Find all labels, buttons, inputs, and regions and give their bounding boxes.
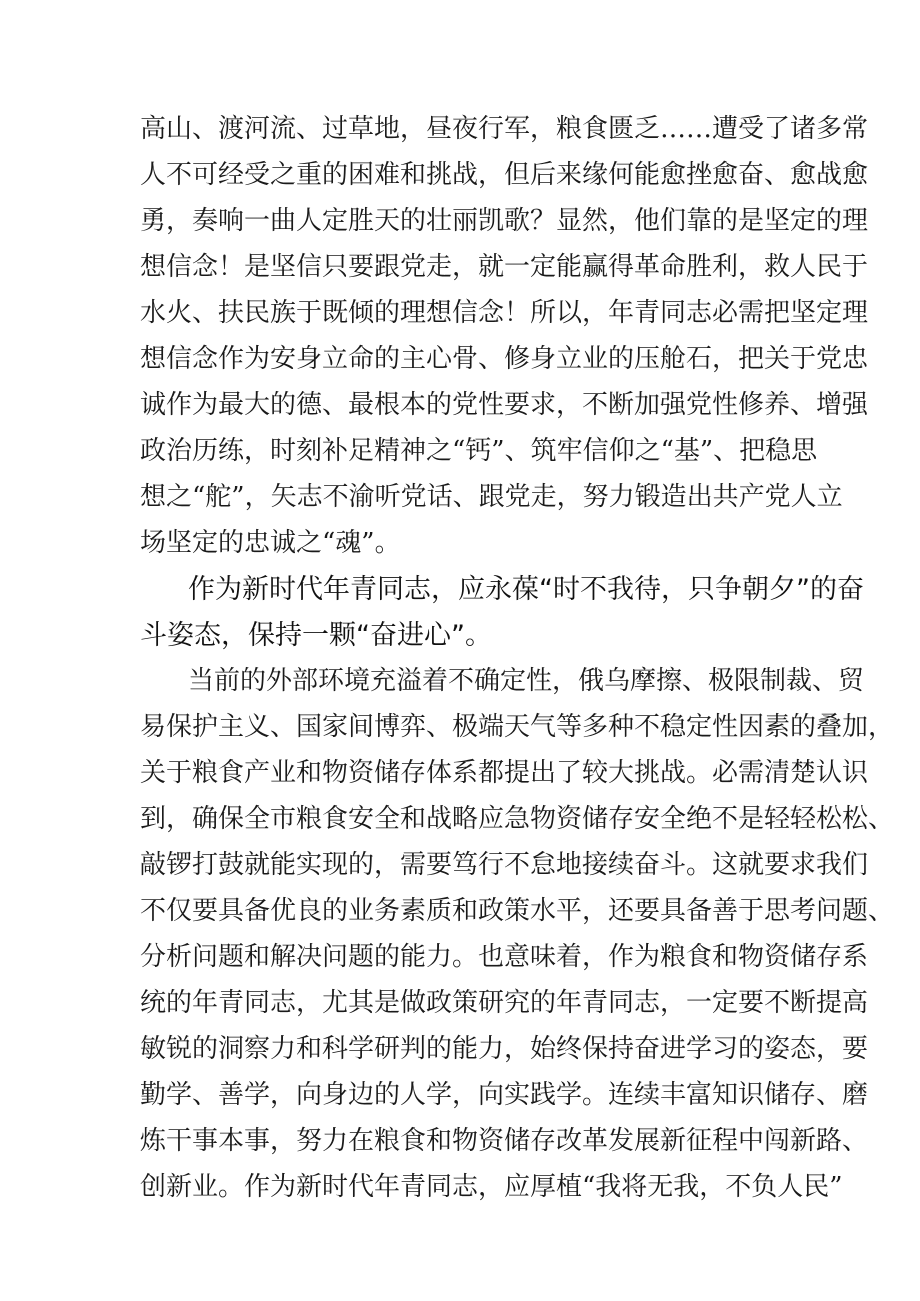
paragraph-line: 高山、渡河流、过草地，昼夜行军，粮食匮乏……遭受了诸多常 <box>140 114 869 144</box>
paragraph-line: 创新业。作为新时代年青同志，应厚植“我将无我，不负人民” <box>140 1172 843 1202</box>
paragraph-line: 敏锐的洞察力和科学研判的能力，始终保持奋进学习的姿态，要 <box>140 1034 869 1064</box>
paragraph-line: 勇，奏响一曲人定胜天的壮丽凯歌？显然，他们靠的是坚定的理 <box>140 206 869 236</box>
heading-line: 作为新时代年青同志，应永葆“时不我待，只争朝夕”的奋 <box>188 574 864 605</box>
paragraph-line: 分析问题和解决问题的能力。也意味着，作为粮食和物资储存系 <box>140 942 869 972</box>
paragraph-line: 水火、扶民族于既倾的理想信念！所以，年青同志必需把坚定理 <box>140 298 869 328</box>
paragraph-line: 诚作为最大的德、最根本的党性要求，不断加强党性修养、增强 <box>140 390 869 420</box>
paragraph-line: 勤学、善学，向身边的人学，向实践学。连续丰富知识储存、磨 <box>140 1080 869 1110</box>
paragraph-line: 政治历练，时刻补足精神之“钙”、筑牢信仰之“基”、把稳思 <box>140 436 818 466</box>
paragraph-line: 易保护主义、国家间博弈、极端天气等多种不稳定性因素的叠加， <box>140 712 895 742</box>
paragraph-line: 想信念作为安身立命的主心骨、修身立业的压舱石，把关于党忠 <box>140 344 869 374</box>
paragraph-line: 当前的外部环境充溢着不确定性，俄乌摩擦、极限制裁、贸 <box>188 666 865 696</box>
paragraph-line: 人不可经受之重的困难和挑战，但后来缘何能愈挫愈奋、愈战愈 <box>140 160 869 190</box>
heading-line: 斗姿态，保持一颗“奋进心”。 <box>140 620 492 651</box>
paragraph-line: 想之“舵”，矢志不渝听党话、跟党走，努力锻造出共产党人立 <box>140 482 843 512</box>
paragraph-line: 敲锣打鼓就能实现的，需要笃行不怠地接续奋斗。这就要求我们 <box>140 850 869 880</box>
paragraph-line: 想信念！是坚信只要跟党走，就一定能赢得革命胜利，救人民于 <box>140 252 869 282</box>
paragraph-line: 不仅要具备优良的业务素质和政策水平，还要具备善于思考问题、 <box>140 896 895 926</box>
paragraph-line: 场坚定的忠诚之“魂”。 <box>140 528 401 558</box>
paragraph-line: 炼干事本事，努力在粮食和物资储存改革发展新征程中闯新路、 <box>140 1126 869 1156</box>
paragraph-line: 关于粮食产业和物资储存体系都提出了较大挑战。必需清楚认识 <box>140 758 869 788</box>
paragraph-line: 统的年青同志，尤其是做政策研究的年青同志，一定要不断提高 <box>140 988 869 1018</box>
paragraph-line: 到，确保全市粮食安全和战略应急物资储存安全绝不是轻轻松松、 <box>140 804 895 834</box>
